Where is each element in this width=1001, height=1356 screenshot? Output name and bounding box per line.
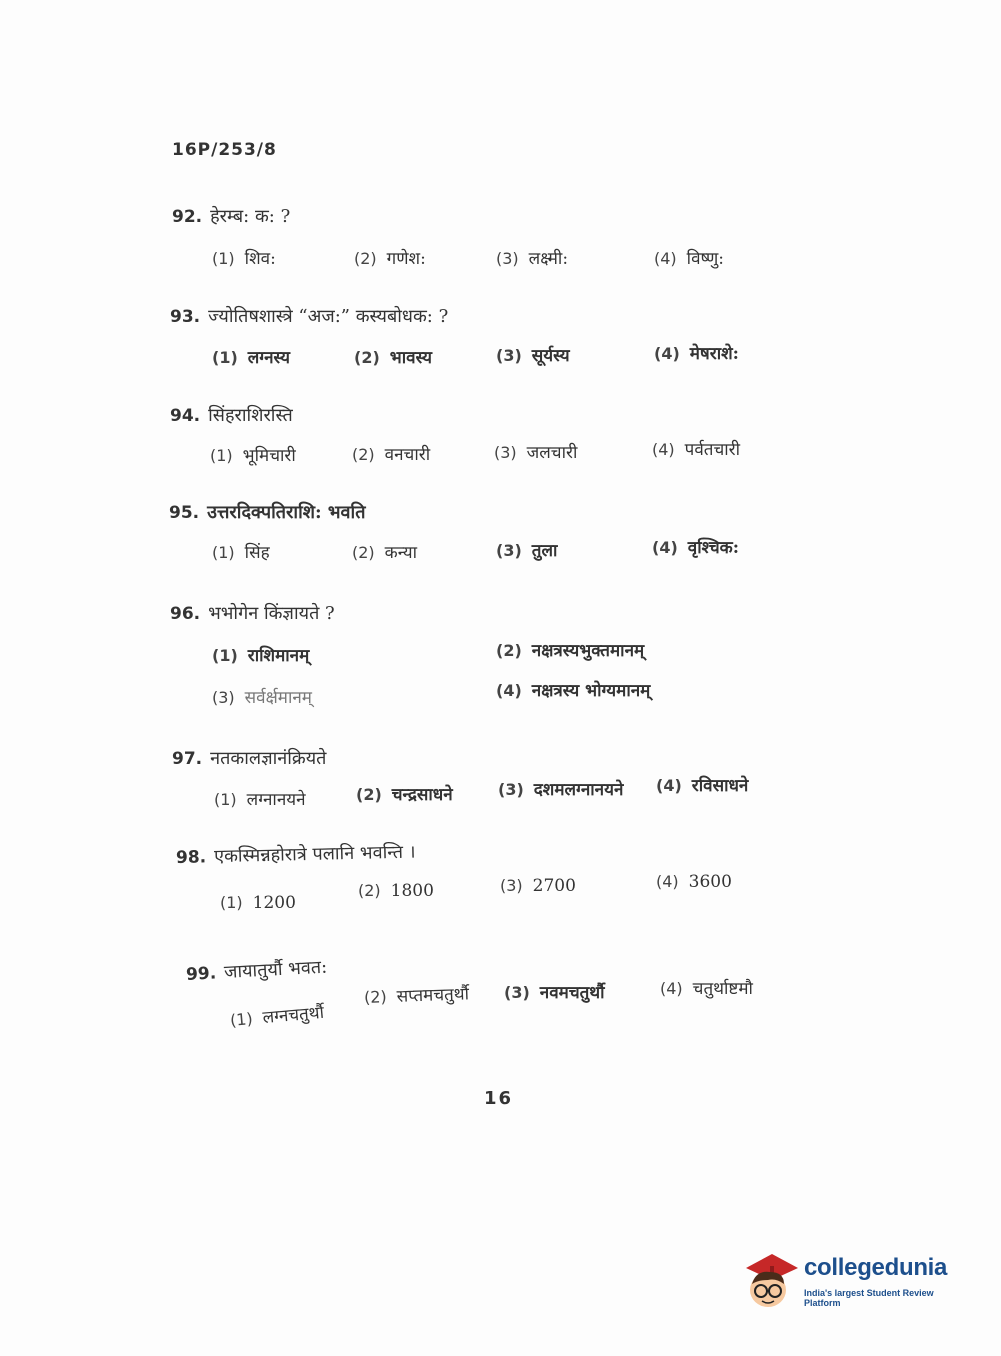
- option: (3) लक्ष्मी:: [496, 249, 569, 269]
- option: (2) कन्या: [352, 543, 418, 563]
- option: (1) लग्नानयने: [214, 790, 306, 810]
- mascot-icon: [742, 1250, 800, 1310]
- option: (1) लग्नस्य: [212, 348, 290, 368]
- option: (2) सप्तमचतुर्थौ: [363, 984, 470, 1007]
- question-number: 94.: [170, 406, 201, 426]
- option: (4) नक्षत्रस्य भोग्यमानम्: [496, 681, 651, 701]
- question-number: 92.: [172, 207, 203, 227]
- question-number: 96.: [170, 604, 201, 624]
- question-number: 97.: [172, 749, 203, 769]
- option: (2) भावस्य: [354, 348, 433, 368]
- question-98: [176, 840, 416, 869]
- option: (4) पर्वतचारी: [652, 440, 741, 460]
- option: (1) लग्नचतुर्थौ: [229, 1002, 325, 1030]
- option: (2) वनचारी: [352, 445, 431, 465]
- option: (4) चतुर्थाष्टमौ: [660, 979, 753, 999]
- question-95: [169, 500, 365, 524]
- option: (2) 1800: [358, 881, 434, 901]
- collegedunia-logo: [742, 1250, 972, 1314]
- option: (2) चन्द्रसाधने: [356, 785, 453, 805]
- question-93: [170, 304, 448, 328]
- option: (1) शिव:: [212, 249, 276, 269]
- option: (3) तुला: [496, 541, 558, 561]
- question-text: उत्तरदिक्पतिराशि: भवति: [207, 502, 366, 523]
- option: (4) मेषराशे:: [654, 344, 739, 364]
- option: (3) सर्वर्क्षमानम्: [212, 688, 312, 708]
- question-number: 93.: [170, 307, 201, 327]
- option: (3) सूर्यस्य: [496, 346, 570, 366]
- question-text: भभोगेन किंज्ञायते ?: [208, 603, 335, 624]
- question-text: हेरम्ब: क: ?: [210, 206, 291, 227]
- question-99: [185, 955, 327, 986]
- logo-brand-text: collegedunia: [804, 1254, 948, 1281]
- question-text: ज्योतिषशास्त्रे “अज:” कस्यबोधक: ?: [208, 306, 449, 327]
- option: (1) सिंह: [212, 543, 270, 563]
- option: (2) नक्षत्रस्यभुक्तमानम्: [496, 641, 645, 661]
- question-number: 95.: [169, 503, 200, 523]
- option: (4) 3600: [656, 872, 732, 892]
- logo-tagline: India's largest Student Review Platform: [804, 1288, 934, 1308]
- option: (1) 1200: [220, 893, 296, 913]
- option: (3) 2700: [500, 876, 576, 896]
- question-number: 98.: [175, 847, 207, 868]
- option: (4) वृश्चिक:: [652, 538, 739, 558]
- option: (1) राशिमानम्: [212, 646, 310, 666]
- question-text: एकस्मिन्नहोरात्रे पलानि भवन्ति ।: [213, 841, 416, 868]
- option: (1) भूमिचारी: [210, 446, 296, 466]
- question-text: जायातुर्यौ भवत:: [223, 956, 328, 983]
- option: (2) गणेश:: [354, 249, 426, 269]
- option: (3) जलचारी: [494, 443, 578, 463]
- page-number: 16: [484, 1088, 514, 1109]
- question-96: [170, 601, 335, 625]
- option: (4) रविसाधने: [656, 776, 749, 796]
- option: (4) विष्णु:: [654, 249, 725, 269]
- question-97: [172, 746, 326, 770]
- paper-code: 16P/253/8: [172, 140, 277, 160]
- question-text: नतकालज्ञानंक्रियते: [210, 748, 327, 769]
- question-number: 99.: [185, 963, 217, 985]
- option: (3) दशमलग्नानयने: [498, 780, 624, 800]
- question-text: सिंहराशिरस्ति: [208, 405, 293, 426]
- question-94: [170, 403, 293, 427]
- question-92: [172, 204, 290, 228]
- option: (3) नवमचतुर्थौ: [504, 983, 605, 1003]
